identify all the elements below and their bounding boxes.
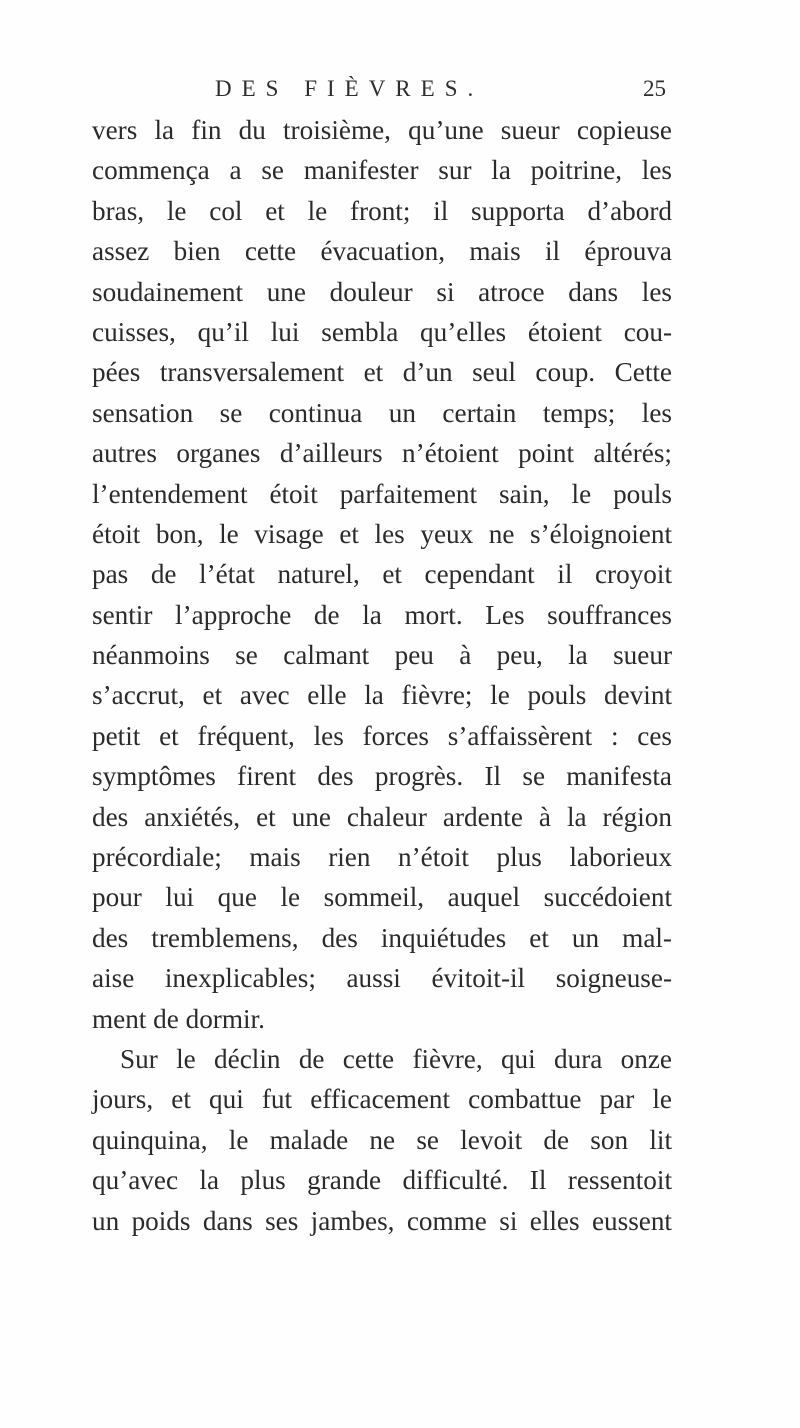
text-line: Sur le déclin de cette fièvre, qui dura onze: [120, 1043, 672, 1074]
text-line: un poids dans ses jambes, comme si elles eussent: [92, 1205, 672, 1236]
text-line: étoit bon, le visage et les yeux ne s’éloignoient: [92, 518, 672, 549]
text-line: bras, le col et le front; il supporta d’abord: [92, 195, 672, 226]
text-line: cuisses, qu’il lui sembla qu’elles étoient cou-: [92, 316, 672, 347]
text-line: précordiale; mais rien n’étoit plus laborieux: [92, 842, 672, 873]
text-line: commença a se manifester sur la poitrine, les: [92, 155, 672, 186]
text-line: sentir l’approche de la mort. Les souffrances: [92, 599, 672, 630]
text-line: assez bien cette évacuation, mais il éprouva: [92, 236, 672, 267]
text-line: néanmoins se calmant peu à peu, la sueur: [92, 640, 672, 671]
text-line: petit et fréquent, les forces s’affaissèrent : ces: [92, 720, 672, 751]
text-line: s’accrut, et avec elle la fièvre; le pouls devint: [92, 680, 672, 711]
text-line: des tremblemens, des inquiétudes et un mal-: [92, 922, 672, 953]
text-line: pas de l’état naturel, et cependant il croyoit: [92, 559, 672, 590]
text-line: l’entendement étoit parfaitement sain, le pouls: [92, 478, 672, 509]
text-line: sensation se continua un certain temps; les: [92, 397, 672, 428]
text-line: des anxiétés, et une chaleur ardente à la région: [92, 801, 672, 832]
running-title: DES FIÈVRES.: [215, 76, 484, 101]
text-line: aise inexplicables; aussi évitoit-il soigneuse-: [92, 963, 672, 994]
text-line: quinquina, le malade ne se levoit de son lit: [92, 1124, 672, 1155]
text-line: symptômes firent des progrès. Il se manifesta: [92, 761, 672, 792]
text-line: jours, et qui fut efficacement combattue par le: [92, 1084, 672, 1115]
text-line: autres organes d’ailleurs n’étoient point altérés;: [92, 438, 672, 469]
text-line: pées transversalement et d’un seul coup. Cette: [92, 357, 672, 388]
text-line: qu’avec la plus grande difficulté. Il ressentoit: [92, 1165, 672, 1196]
text-line: ment de dormir.: [92, 1003, 265, 1034]
text-line: soudainement une douleur si atroce dans les: [92, 276, 672, 307]
text-line: vers la fin du troisième, qu’une sueur copieuse: [92, 115, 672, 145]
body-text: [92, 110, 672, 1241]
text-line: pour lui que le sommeil, auquel succédoient: [92, 882, 672, 913]
page-number: 25: [643, 76, 666, 101]
